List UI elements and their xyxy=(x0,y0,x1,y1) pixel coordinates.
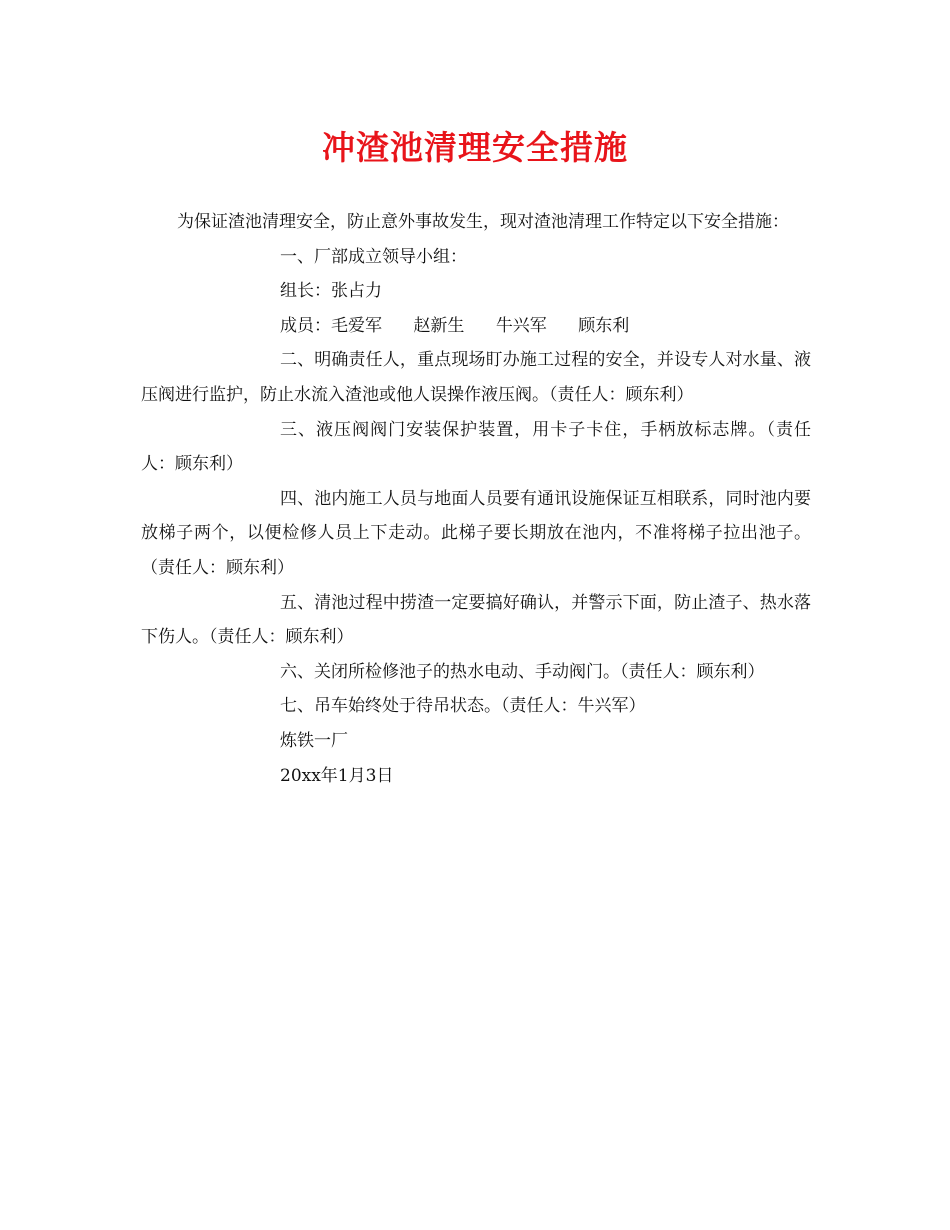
measure-item-2: 二、明确责任人，重点现场盯办施工过程的安全，并设专人对水量、液压阀进行监护，防止水流入渣池或他人误操作液压阀。（责任人：顾东利） xyxy=(141,350,811,405)
group-leader: 组长：张占力 xyxy=(280,281,382,302)
member-name: 顾东利 xyxy=(578,315,630,336)
signature: 炼铁一厂 xyxy=(280,730,348,751)
measure-item-5: 五、清池过程中捞渣一定要搞好确认，并警示下面，防止渣子、热水落下伤人。（责任人：顾东利） xyxy=(141,592,811,648)
section-1-heading: 一、厂部成立领导小组： xyxy=(280,246,467,267)
document-date: 20xx年1月3日 xyxy=(280,765,394,786)
measure-item-4: 四、池内施工人员与地面人员要有通讯设施保证互相联系，同时池内要放梯子两个，以便检修人员上下走动。此梯子要长期放在池内，不准将梯子拉出池子。（责任人：顾东利） xyxy=(141,488,811,578)
measure-item-7: 七、吊车始终处于待吊状态。（责任人：牛兴军） xyxy=(280,696,646,717)
document-body xyxy=(141,205,811,793)
intro-paragraph: 为保证渣池清理安全，防止意外事故发生，现对渣池清理工作特定以下安全措施： xyxy=(177,212,789,232)
member-label: 成员：毛爱军 xyxy=(280,315,382,336)
measure-item-6: 六、关闭所检修池子的热水电动、手动阀门。（责任人：顾东利） xyxy=(280,661,765,682)
member-name: 牛兴军 xyxy=(495,315,547,336)
group-members xyxy=(141,309,811,344)
measure-item-3: 三、液压阀阀门安装保护装置，用卡子卡住，手柄放标志牌。（责任人：顾东利） xyxy=(141,419,811,475)
document-title: 冲渣池清理安全措施 xyxy=(322,128,628,167)
member-name: 赵新生 xyxy=(413,315,465,336)
